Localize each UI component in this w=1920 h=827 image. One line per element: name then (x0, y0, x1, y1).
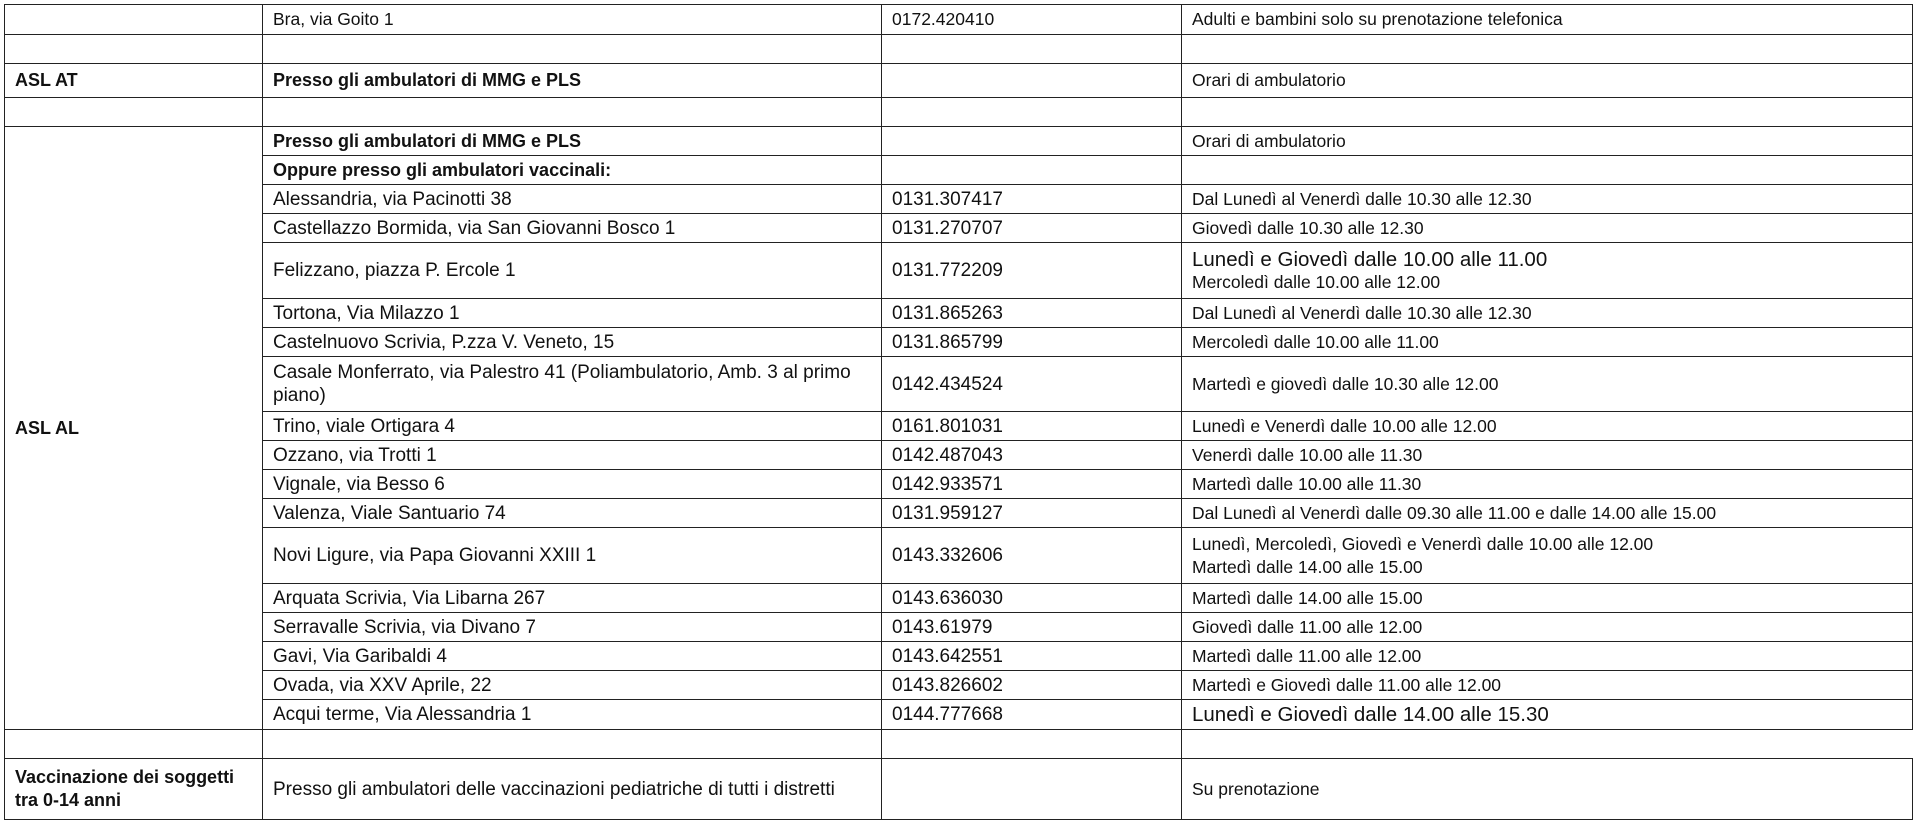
place-cell: Presso gli ambulatori di MMG e PLS (263, 64, 882, 98)
place-cell: Alessandria, via Pacinotti 38 (263, 185, 882, 214)
hours-cell: Giovedì dalle 11.00 alle 12.00 (1182, 613, 1913, 642)
place-cell: Castellazzo Bormida, via San Giovanni Bosco 1 (263, 214, 882, 243)
phone-cell: 0142.487043 (882, 441, 1182, 470)
hours-cell: Orari di ambulatorio (1182, 64, 1913, 98)
hours-cell: Adulti e bambini solo su prenotazione telefonica (1182, 5, 1913, 35)
place-cell: Tortona, Via Milazzo 1 (263, 299, 882, 328)
hours-cell: Martedì e Giovedì dalle 11.00 alle 12.00 (1182, 671, 1913, 700)
place-cell: Gavi, Via Garibaldi 4 (263, 642, 882, 671)
table-row (5, 642, 1913, 671)
table-row (5, 214, 1913, 243)
place-cell: Arquata Scrivia, Via Libarna 267 (263, 584, 882, 613)
asl-at-label: ASL AT (5, 64, 263, 98)
place-cell: Casale Monferrato, via Palestro 41 (Poliambulatorio, Amb. 3 al primo piano) (263, 357, 882, 412)
table-row (5, 759, 1913, 820)
phone-cell: 0142.434524 (882, 357, 1182, 412)
place-cell: Valenza, Viale Santuario 74 (263, 499, 882, 528)
hours-cell (1182, 156, 1913, 185)
table-row (5, 185, 1913, 214)
phone-cell: 0143.61979 (882, 613, 1182, 642)
phone-cell: 0131.865263 (882, 299, 1182, 328)
phone-cell: 0144.777668 (882, 700, 1182, 730)
table-row (5, 357, 1913, 412)
table-row (5, 412, 1913, 441)
table-row (5, 243, 1913, 299)
table-row (5, 5, 1913, 35)
table-row (5, 299, 1913, 328)
hours-cell: Martedì dalle 10.00 alle 11.30 (1182, 470, 1913, 499)
phone-cell (882, 156, 1182, 185)
place-cell: Castelnuovo Scrivia, P.zza V. Veneto, 15 (263, 328, 882, 357)
phone-cell: 0131.307417 (882, 185, 1182, 214)
phone-cell: 0143.826602 (882, 671, 1182, 700)
pediatric-label: Vaccinazione dei soggetti tra 0-14 anni (5, 759, 263, 820)
place-cell: Presso gli ambulatori di MMG e PLS (263, 127, 882, 156)
phone-cell: 0131.959127 (882, 499, 1182, 528)
spacer-row (5, 98, 1913, 127)
phone-cell: 0142.933571 (882, 470, 1182, 499)
place-cell: Vignale, via Besso 6 (263, 470, 882, 499)
place-cell: Bra, via Goito 1 (263, 5, 882, 35)
hours-cell: Dal Lunedì al Venerdì dalle 10.30 alle 12.30 (1182, 299, 1913, 328)
asl-cell (5, 5, 263, 35)
hours-cell: Orari di ambulatorio (1182, 127, 1913, 156)
table-row (5, 127, 1913, 156)
table-row (5, 328, 1913, 357)
place-cell: Ozzano, via Trotti 1 (263, 441, 882, 470)
table-row (5, 156, 1913, 185)
place-cell: Felizzano, piazza P. Ercole 1 (263, 243, 882, 299)
phone-cell: 0131.865799 (882, 328, 1182, 357)
hours-cell: Martedì dalle 11.00 alle 12.00 (1182, 642, 1913, 671)
table-row (5, 528, 1913, 584)
hours-cell: Venerdì dalle 10.00 alle 11.30 (1182, 441, 1913, 470)
hours-cell: Dal Lunedì al Venerdì dalle 10.30 alle 12.30 (1182, 185, 1913, 214)
table-row (5, 64, 1913, 98)
spacer-row (5, 730, 1913, 759)
phone-cell: 0172.420410 (882, 5, 1182, 35)
hours-cell (1182, 243, 1913, 299)
place-cell: Presso gli ambulatori delle vaccinazioni pediatriche di tutti i distretti (263, 759, 882, 820)
phone-cell (882, 64, 1182, 98)
phone-cell: 0131.270707 (882, 214, 1182, 243)
hours-cell: Martedì e giovedì dalle 10.30 alle 12.00 (1182, 357, 1913, 412)
hours-cell: Mercoledì dalle 10.00 alle 11.00 (1182, 328, 1913, 357)
place-cell: Novi Ligure, via Papa Giovanni XXIII 1 (263, 528, 882, 584)
hours-cell (1182, 528, 1913, 584)
hours-cell: Lunedì e Giovedì dalle 14.00 alle 15.30 (1182, 700, 1913, 730)
hours-cell: Giovedì dalle 10.30 alle 12.30 (1182, 214, 1913, 243)
hours-cell: Martedì dalle 14.00 alle 15.00 (1182, 584, 1913, 613)
table-row (5, 499, 1913, 528)
hours-line: Lunedì, Mercoledì, Giovedì e Venerdì dalle 10.00 alle 12.00 (1192, 533, 1654, 554)
hours-line: Lunedì e Giovedì dalle 10.00 alle 11.00 (1192, 247, 1548, 271)
hours-cell: Lunedì e Venerdì dalle 10.00 alle 12.00 (1182, 412, 1913, 441)
spacer-row (5, 35, 1913, 64)
place-cell: Acqui terme, Via Alessandria 1 (263, 700, 882, 730)
table-row (5, 613, 1913, 642)
phone-cell: 0161.801031 (882, 412, 1182, 441)
table-row (5, 470, 1913, 499)
place-cell: Oppure presso gli ambulatori vaccinali: (263, 156, 882, 185)
table-row (5, 671, 1913, 700)
asl-al-label: ASL AL (5, 127, 263, 730)
table-row (5, 584, 1913, 613)
hours-line: Martedì dalle 14.00 alle 15.00 (1192, 556, 1423, 577)
place-cell: Trino, viale Ortigara 4 (263, 412, 882, 441)
hours-cell: Dal Lunedì al Venerdì dalle 09.30 alle 11.00 e dalle 14.00 alle 15.00 (1182, 499, 1913, 528)
table-row (5, 441, 1913, 470)
vaccination-sites-table-wrapper (4, 4, 1913, 820)
phone-cell (882, 759, 1182, 820)
vaccination-sites-table (4, 4, 1913, 820)
phone-cell: 0143.636030 (882, 584, 1182, 613)
phone-cell (882, 127, 1182, 156)
table-row (5, 700, 1913, 730)
phone-cell: 0143.332606 (882, 528, 1182, 584)
hours-cell: Su prenotazione (1182, 759, 1913, 820)
phone-cell: 0143.642551 (882, 642, 1182, 671)
hours-line: Mercoledì dalle 10.00 alle 12.00 (1192, 271, 1441, 292)
place-cell: Serravalle Scrivia, via Divano 7 (263, 613, 882, 642)
phone-cell: 0131.772209 (882, 243, 1182, 299)
place-cell: Ovada, via XXV Aprile, 22 (263, 671, 882, 700)
